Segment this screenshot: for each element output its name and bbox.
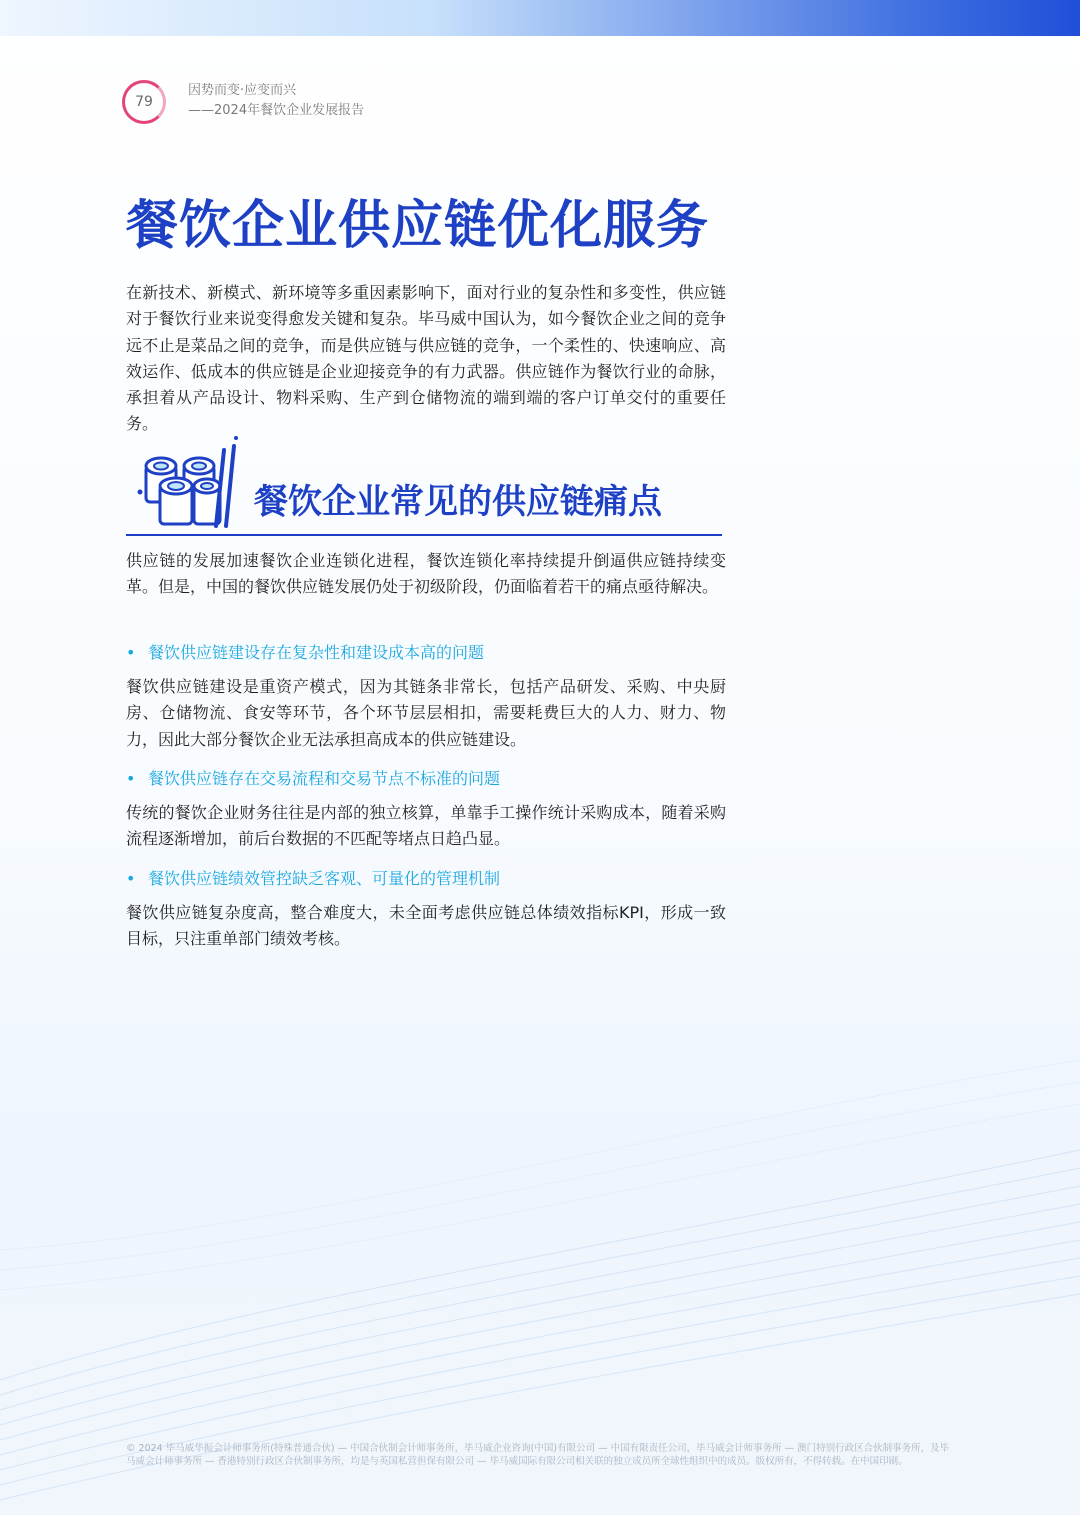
copyright-footer: © 2024 毕马威华振会计师事务所(特殊普通合伙) — 中国合伙制会计师事务所，毕马威企业咨询(中国)有限公司 — 中国有限责任公司，毕马威会计师事务所 — 澳门特别行政区合伙制事务所，及毕马威会计师事务所 — 香港特别行政区合伙制事务所，均是与英国私营担保有限公司 — 毕马威国际有限公司相关联的独立成员所全球性组织中的成员。版权所有，不得转载。在中国印刷。 (126, 1443, 950, 1467)
sushi-rolls-chopsticks-icon (132, 436, 242, 530)
pain-point-heading (126, 640, 726, 663)
section-divider (126, 534, 722, 536)
pain-point-paragraph: 餐饮供应链复杂度高，整合难度大，未全面考虑供应链总体绩效指标KPI，形成一致目标，只注重单部门绩效考核。 (126, 903, 726, 949)
report-title-line2: ——2024年餐饮企业发展报告 (188, 103, 365, 118)
pain-point-heading-text: 餐饮供应链存在交易流程和交易节点不标准的问题 (148, 769, 501, 788)
bullet-dot: • (126, 869, 136, 888)
pain-point-paragraph: 传统的餐饮企业财务往往是内部的独立核算，单靠手工操作统计采购成本，随着采购流程逐渐增加，前后台数据的不匹配等堵点日趋凸显。 (126, 803, 726, 849)
page-number: 79 (135, 94, 153, 110)
top-gradient-bar (0, 0, 1080, 36)
decorative-waves (0, 1000, 1080, 1515)
pain-point-paragraph: 餐饮供应链建设是重资产模式，因为其链条非常长，包括产品研发、采购、中央厨房、仓储物流、食安等环节，各个环节层层相扣，需要耗费巨大的人力、财力、物力，因此大部分餐饮企业无法承担高成本的供应链建设。 (126, 677, 726, 749)
report-title-block (188, 81, 448, 121)
intro-paragraph: 在新技术、新模式、新环境等多重因素影响下，面对行业的复杂性和多变性，供应链对于餐饮行业来说变得愈发关键和复杂。毕马威中国认为，如今餐饮企业之间的竞争远不止是菜品之间的竞争，而是供应链与供应链的竞争，一个柔性的、快速响应、高效运作、低成本的供应链是企业迎接竞争的有力武器。供应链作为餐饮行业的命脉，承担着从产品设计、物料采购、生产到仓储物流的端到端的客户订单交付的重要任务。 (126, 283, 726, 434)
bullet-dot: • (126, 643, 136, 662)
section-title: 餐饮企业常见的供应链痛点 (254, 482, 662, 522)
pain-point-heading-text: 餐饮供应链建设存在复杂性和建设成本高的问题 (148, 643, 485, 662)
pain-point-heading (126, 866, 726, 889)
pain-point-heading-text: 餐饮供应链绩效管控缺乏客观、可量化的管理机制 (148, 869, 501, 888)
page-title: 餐饮企业供应链优化服务 (126, 196, 710, 256)
section-header (126, 436, 722, 540)
bullet-dot: • (126, 769, 136, 788)
pain-point-heading (126, 766, 726, 789)
section-intro-paragraph: 供应链的发展加速餐饮企业连锁化进程，餐饮连锁化率持续提升倒逼供应链持续变革。但是，中国的餐饮供应链发展仍处于初级阶段，仍面临着若干的痛点亟待解决。 (126, 551, 726, 597)
report-title-line1: 因势而变·应变而兴 (188, 83, 297, 98)
